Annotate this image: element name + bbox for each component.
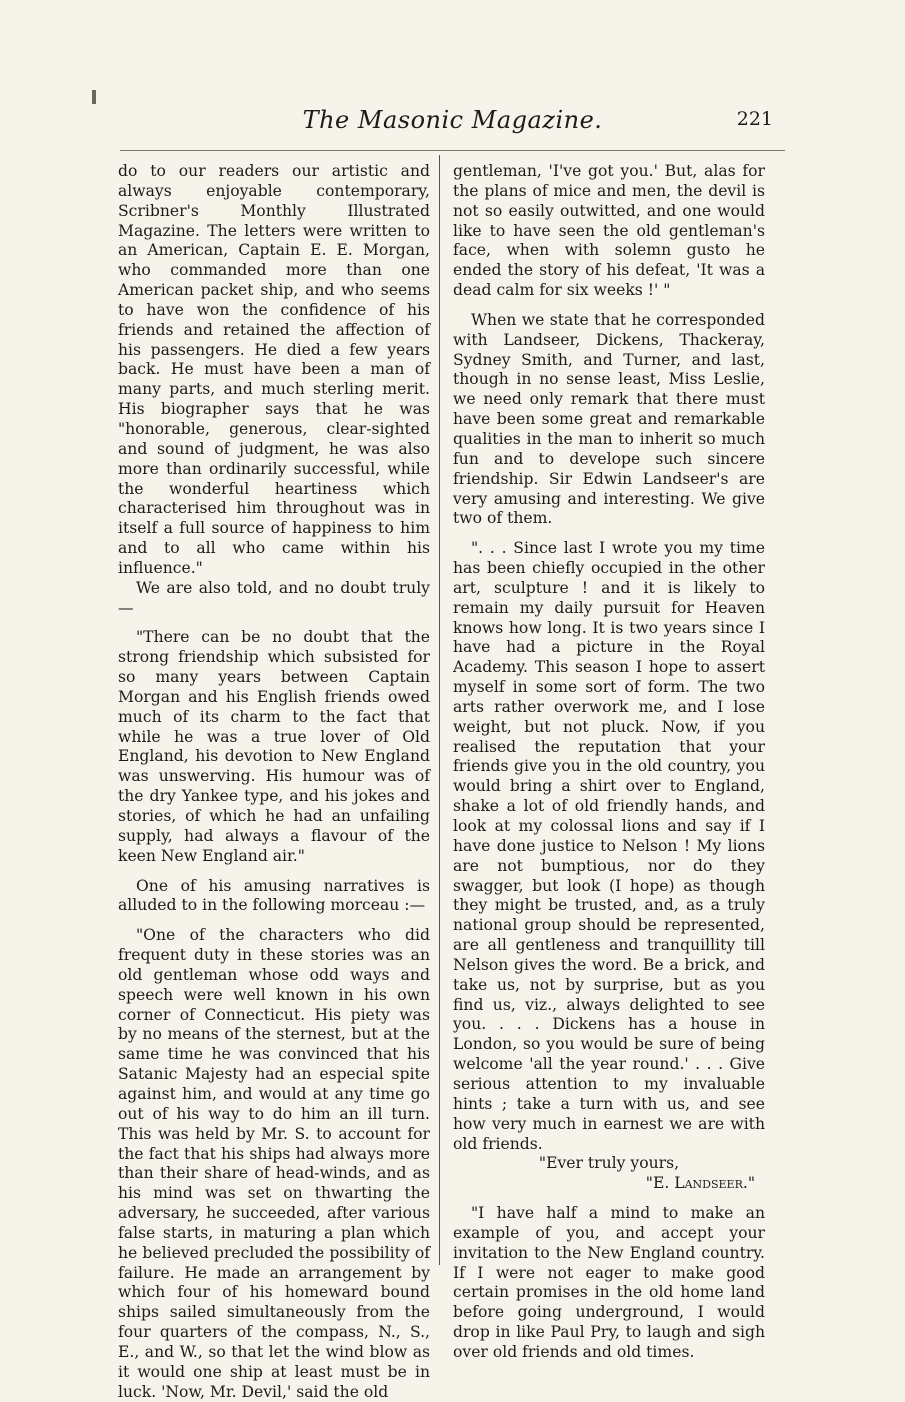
running-title: The Masonic Magazine. bbox=[302, 106, 603, 134]
letter-signature: "E. Landseer." bbox=[645, 1174, 755, 1193]
right-column bbox=[453, 162, 765, 1363]
letter-paragraph: ". . . Since last I wrote you my time has been chiefly occupied in the other art, sculpture ! and it is likely to remain my daily pursuit for Heaven knows how long. It is two years since I have had a picture in the Royal Academy. This season I hope to assert myself in some sort of form. The two arts rather overwork me, and I lose weight, but not pluck. Now, if you realised the reputation that your friends give you in the old country, you would bring a shirt over to England, shake a lot of old friendly hands, and look at my colossal lions and say if I have done justice to Nelson ! My lions are not bumptious, nor do they swagger, but look (I hope) as though they might be trusted, and, as a truly national group should be represented, are all gentleness and tranquillity till Nelson gives the word. Be a brick, and take us, not by surprise, but as you find us, viz., always delighted to see you. . . . Dickens has a house in London, so you would be sure of being welcome 'all the year round.' . . . Give serious attention to my invaluable hints ; take a turn with us, and see how very much in earnest we are with old friends. bbox=[453, 539, 765, 1153]
paragraph: We are also told, and no doubt truly— bbox=[118, 578, 430, 617]
paragraph: gentleman, 'I've got you.' But, alas for the plans of mice and men, the devil is not so easily outwitted, and one would like to have seen the old gentleman's face, when with solemn gusto he ended the story of his defeat, 'It was a dead calm for six weeks !' " bbox=[453, 162, 765, 300]
letter-closing: "Ever truly yours, bbox=[538, 1154, 680, 1173]
column-divider bbox=[439, 155, 440, 1265]
header-rule bbox=[120, 150, 785, 151]
left-column bbox=[118, 162, 430, 1402]
margin-mark bbox=[92, 90, 96, 104]
page-header bbox=[0, 106, 905, 142]
letter-paragraph: "I have half a mind to make an example of you, and accept your invitation to the New England country. If I were not eager to make good certain promises in the old home land before going underground, I would drop in like Paul Pry, to laugh and sigh over old friends and old times. bbox=[453, 1204, 765, 1361]
paragraph: One of his amusing narratives is alluded to in the following morceau :— bbox=[118, 876, 430, 915]
quote-paragraph: "One of the characters who did frequent duty in these stories was an old gentleman whose odd ways and speech were well known in his own corner of Connecticut. His piety was by no means of the sternest, but at the same time he was convinced that his Satanic Majesty had an especial spite against him, and would at any time go out of his way to do him an ill turn. This was held by Mr. S. to account for the fact that his ships had always more than their share of head-winds, and as his mind was set on thwarting the adversary, he succeeded, after various false starts, in maturing a plan which he believed precluded the possibility of failure. He made an arrangement by which four of his homeward bound ships sailed simultaneously from the four quarters of the compass, N., S., E., and W., so that let the wind blow as it would one ship at least must be in luck. 'Now, Mr. Devil,' said the old bbox=[118, 926, 430, 1401]
page-number: 221 bbox=[736, 108, 773, 130]
paragraph: do to our readers our artistic and always enjoyable contemporary, Scribner's Monthly Illustrated Magazine. The letters were written to an American, Captain E. E. Morgan, who commanded more than one American packet ship, and who seems to have won the confidence of his friends and retained the affection of his passengers. He died a few years back. He must have been a man of many parts, and much sterling merit. His biographer says that he was "honorable, generous, clear-sighted and sound of judgment, he was also more than ordinarily successful, while the wonderful heartiness which characterised him throughout was in itself a full source of happiness to him and to all who came within his influence." bbox=[118, 162, 430, 577]
quote-paragraph: "There can be no doubt that the strong friendship which subsisted for so many years between Captain Morgan and his English friends owed much of its charm to the fact that while he was a true lover of Old England, his devotion to New England was unswerving. His humour was of the dry Yankee type, and his jokes and stories, of which he had an unfailing supply, had always a flavour of the keen New England air." bbox=[118, 628, 430, 865]
paragraph: When we state that he corresponded with Landseer, Dickens, Thackeray, Sydney Smith, and Turner, and last, though in no sense least, Miss Leslie, we need only remark that there must have been some great and remarkable qualities in the man to inherit so much fun and to develope such sincere friendship. Sir Edwin Landseer's are very amusing and interesting. We give two of them. bbox=[453, 310, 765, 528]
